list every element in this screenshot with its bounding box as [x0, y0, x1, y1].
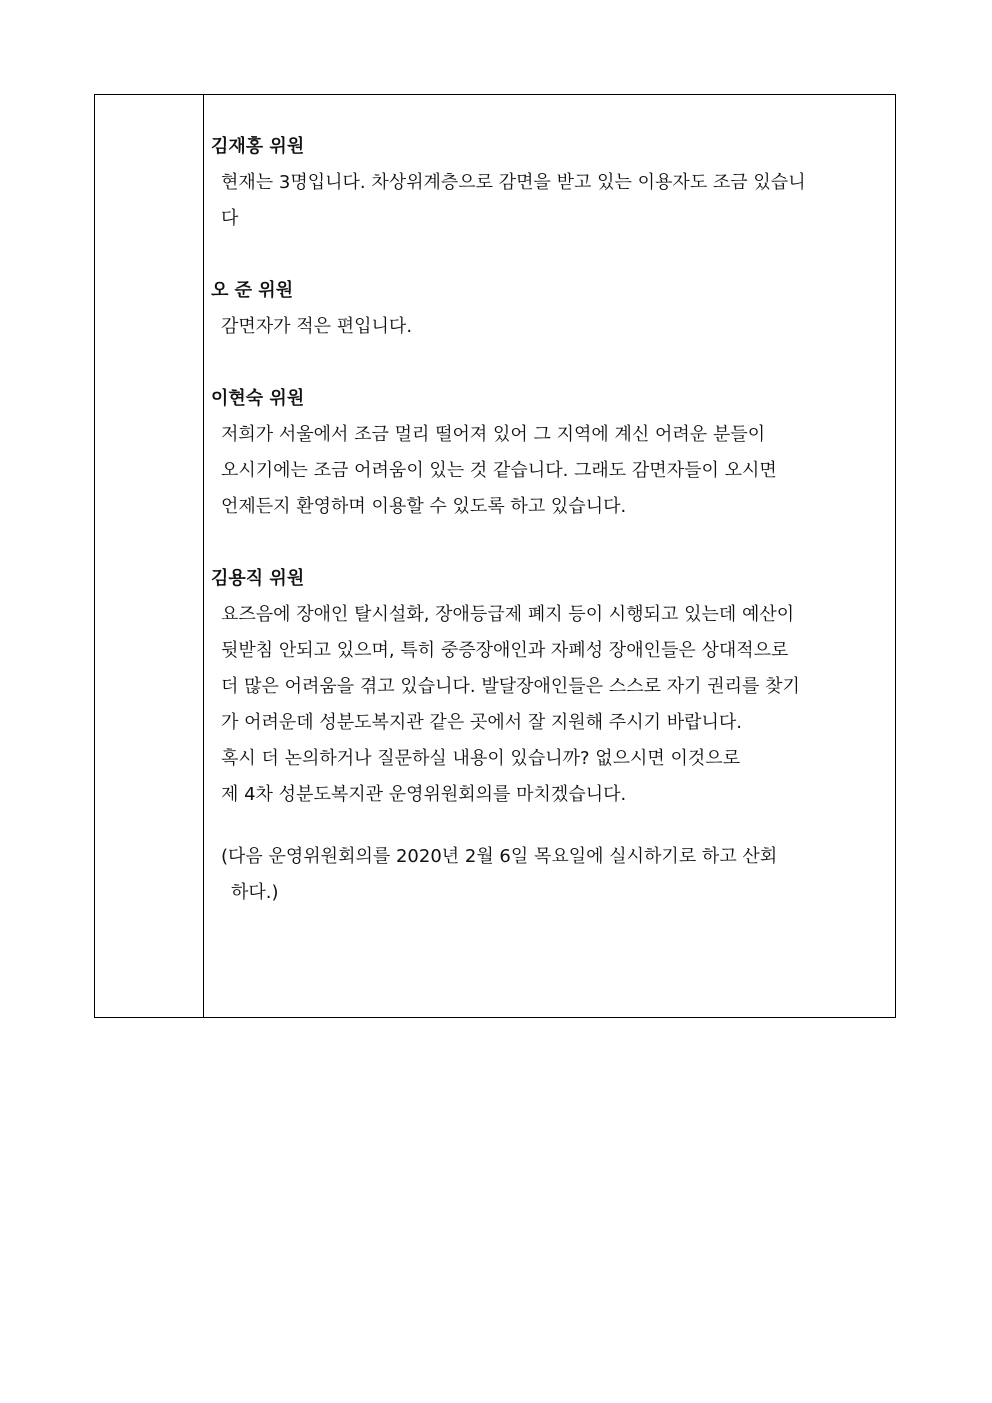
speaker-name: 김재홍 위원 — [211, 136, 305, 157]
statement-line: 다 — [221, 208, 239, 229]
spacer — [211, 525, 887, 561]
speaker-name: 이현숙 위원 — [211, 388, 305, 409]
statement-line: 오시기에는 조금 어려움이 있는 것 같습니다. 그래도 감면자들이 오시면 — [221, 460, 777, 481]
statement-line: 더 많은 어려움을 겪고 있습니다. 발달장애인들은 스스로 자기 권리를 찾기 — [221, 676, 800, 697]
statement-line: 가 어려운데 성분도복지관 같은 곳에서 잘 지원해 주시기 바랍니다. — [221, 712, 742, 733]
minutes-content — [211, 129, 887, 911]
spacer — [211, 237, 887, 273]
closing-note-line: (다음 운영위원회의를 2020년 2월 6일 목요일에 실시하기로 하고 산회 — [221, 846, 778, 867]
statement-line: 감면자가 적은 편입니다. — [221, 316, 413, 337]
column-divider — [203, 95, 204, 1017]
closing-note-line: 하다.) — [231, 882, 279, 903]
speaker-name: 오 준 위원 — [211, 280, 294, 301]
statement-line: 제 4차 성분도복지관 운영위원회의를 마치겠습니다. — [221, 784, 627, 805]
statement-line: 혹시 더 논의하거나 질문하실 내용이 있습니까? 없으시면 이것으로 — [221, 748, 741, 769]
statement-line: 뒷받침 안되고 있으며, 특히 중증장애인과 자폐성 장애인들은 상대적으로 — [221, 640, 789, 661]
minutes-table — [94, 94, 896, 1018]
speaker-name: 김용직 위원 — [211, 568, 305, 589]
statement-line: 언제든지 환영하며 이용할 수 있도록 하고 있습니다. — [221, 496, 627, 517]
statement-line: 현재는 3명입니다. 차상위계층으로 감면을 받고 있는 이용자도 조금 있습니 — [221, 172, 806, 193]
spacer — [211, 813, 887, 839]
statement-line: 저희가 서울에서 조금 멀리 떨어져 있어 그 지역에 계신 어려운 분들이 — [221, 424, 766, 445]
statement-line: 요즈음에 장애인 탈시설화, 장애등급제 폐지 등이 시행되고 있는데 예산이 — [221, 604, 795, 625]
spacer — [211, 345, 887, 381]
